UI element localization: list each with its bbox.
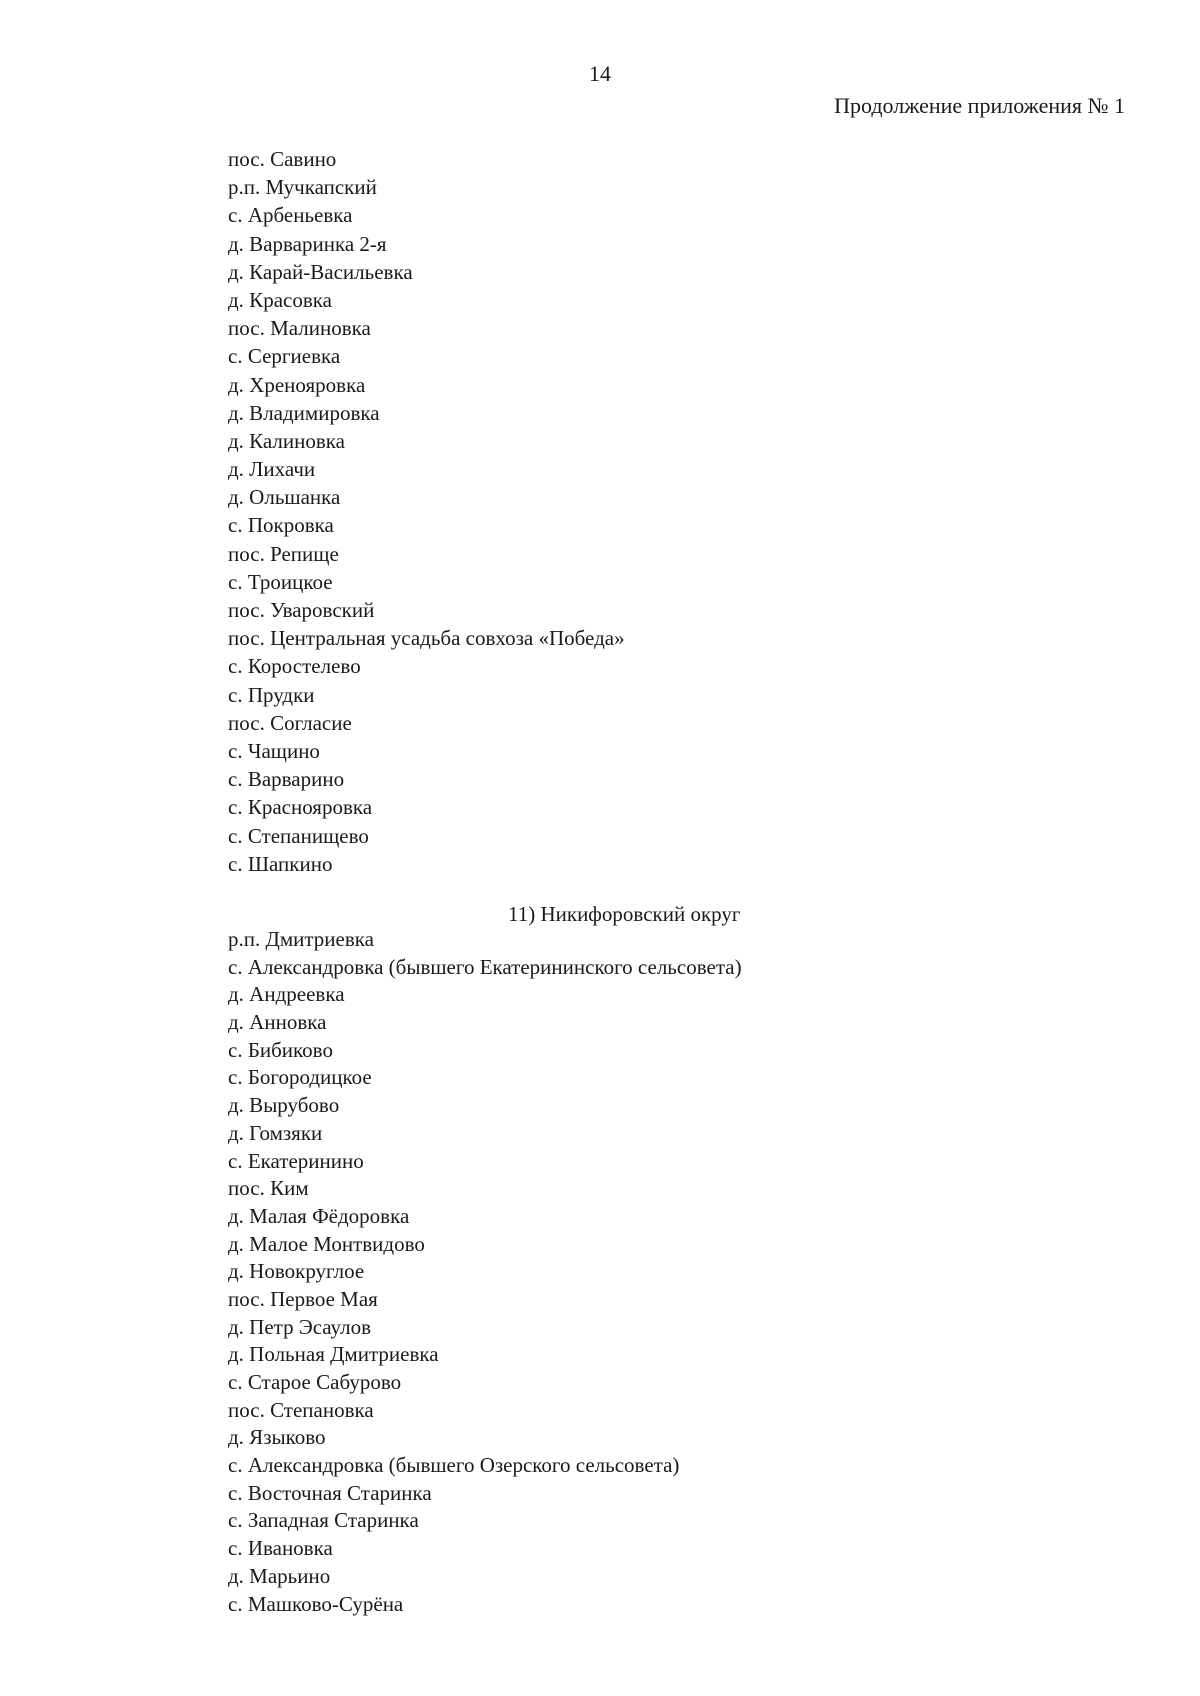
- list-item: с. Прудки: [228, 682, 315, 707]
- list-item: пос. Савино: [228, 147, 337, 171]
- list-item: д. Польная Дмитриевка: [228, 1342, 439, 1367]
- list-item: с. Чащино: [228, 738, 320, 763]
- list-item: с. Бибиково: [228, 1037, 333, 1062]
- list-item: с. Сергиевка: [228, 344, 341, 369]
- list-item: с. Покровка: [228, 513, 334, 538]
- list-item: пос. Репище: [228, 541, 339, 566]
- list-item: с. Троицкое: [228, 569, 333, 594]
- list-item: д. Карай-Васильевка: [228, 259, 413, 284]
- list-item: пос. Ким: [228, 1176, 309, 1201]
- list-item: д. Языково: [228, 1425, 326, 1450]
- list-item: д. Лихачи: [228, 457, 316, 482]
- page-number: 14: [589, 61, 611, 86]
- settlement-list-nikiforovsky: [228, 926, 742, 1618]
- list-item: р.п. Дмитриевка: [228, 927, 374, 951]
- list-item: с. Западная Старинка: [228, 1508, 419, 1533]
- list-item: пос. Малиновка: [228, 316, 371, 341]
- list-item: с. Машково-Сурёна: [228, 1591, 404, 1616]
- list-item: с. Шапкино: [228, 851, 333, 876]
- section-heading: 11) Никифоровский округ: [508, 902, 741, 926]
- list-item: с. Александровка (бывшего Екатерининского сельсовета): [228, 954, 742, 979]
- list-item: д. Гомзяки: [228, 1120, 323, 1145]
- list-item: д. Варваринка 2-я: [228, 231, 387, 256]
- list-item: д. Малое Монтвидово: [228, 1231, 425, 1256]
- list-item: д. Анновка: [228, 1010, 327, 1035]
- list-item: с. Краснояровка: [228, 795, 373, 820]
- list-item: с. Екатеринино: [228, 1148, 364, 1173]
- list-item: д. Ольшанка: [228, 485, 341, 510]
- list-item: пос. Центральная усадьба совхоза «Победа»: [228, 626, 625, 651]
- list-item: с. Степанищево: [228, 823, 369, 848]
- list-item: пос. Степановка: [228, 1397, 374, 1422]
- list-item: с. Богородицкое: [228, 1065, 372, 1090]
- settlement-list-top: [228, 145, 625, 878]
- list-item: д. Марьино: [228, 1563, 331, 1588]
- list-item: д. Андреевка: [228, 982, 345, 1007]
- list-item: д. Вырубово: [228, 1093, 340, 1118]
- list-item: с. Коростелево: [228, 654, 361, 679]
- list-item: пос. Согласие: [228, 710, 352, 735]
- list-item: пос. Уваровский: [228, 598, 375, 622]
- list-item: д. Новокруглое: [228, 1259, 365, 1284]
- list-item: р.п. Мучкапский: [228, 175, 377, 200]
- list-item: с. Арбеньевка: [228, 203, 353, 228]
- list-item: д. Красовка: [228, 287, 332, 312]
- list-item: д. Калиновка: [228, 428, 345, 453]
- list-item: с. Старое Сабурово: [228, 1370, 402, 1394]
- list-item: с. Восточная Старинка: [228, 1480, 432, 1505]
- list-item: пос. Первое Мая: [228, 1286, 378, 1311]
- list-item: д. Петр Эсаулов: [228, 1314, 372, 1339]
- list-item: с. Варварино: [228, 767, 345, 792]
- list-item: д. Хренояровка: [228, 372, 366, 397]
- annex-caption: Продолжение приложения № 1: [834, 93, 1125, 118]
- list-item: д. Владимировка: [228, 400, 380, 425]
- list-item: с. Ивановка: [228, 1536, 333, 1561]
- list-item: с. Александровка (бывшего Озерского сельсовета): [228, 1453, 680, 1478]
- list-item: д. Малая Фёдоровка: [228, 1203, 410, 1228]
